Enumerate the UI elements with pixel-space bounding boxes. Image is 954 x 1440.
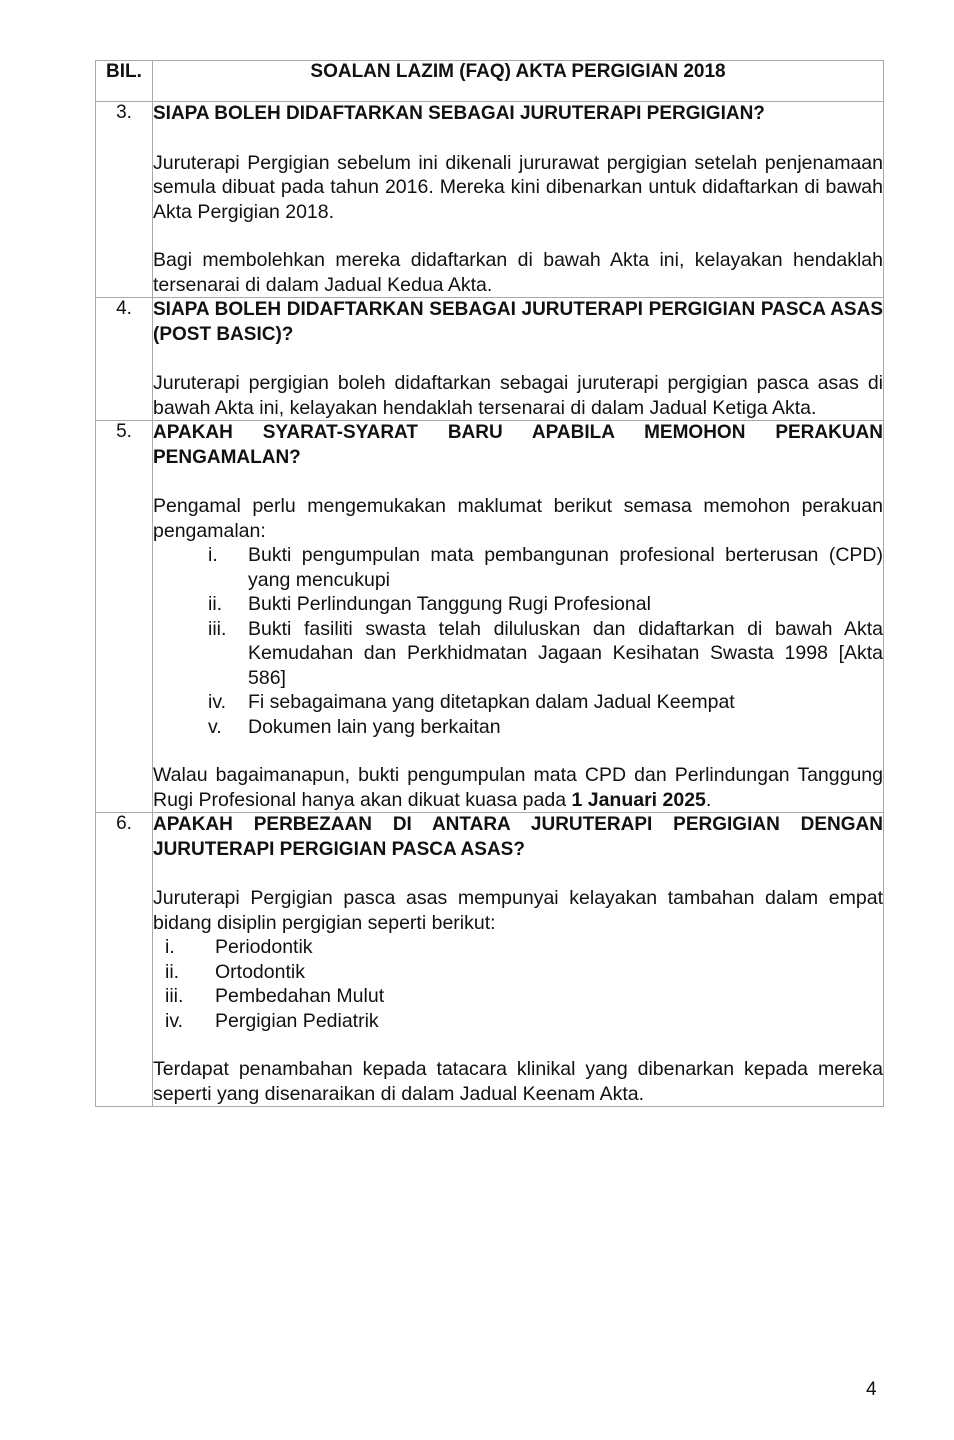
list-item: [153, 617, 883, 691]
list-numeral: iv.: [208, 691, 227, 713]
list-item: [153, 543, 883, 592]
outro-end: .: [705, 788, 712, 811]
faq-answer-cell: [153, 102, 884, 298]
faq-paragraph: Juruterapi Pergigian sebelum ini dikenali jururawat pergigian setelah penjenamaan semula dibuat pada tahun 2016. Mereka kini dibenarkan untuk didaftarkan di bawah Akta Pergigian 2018.: [153, 151, 883, 223]
faq-answer-cell: [153, 298, 884, 421]
faq-intro: Juruterapi Pergigian pasca asas mempunyai kelayakan tambahan dalam empat bidang disiplin pergigian seperti berikut:: [153, 887, 883, 934]
list-numeral: v.: [208, 715, 222, 738]
list-text: Bukti Perlindungan Tanggung Rugi Profesional: [248, 593, 651, 615]
list-numeral: i.: [208, 544, 218, 566]
faq-row-4: [96, 298, 884, 421]
list-numeral: iv.: [165, 1009, 184, 1032]
row-number: 4.: [96, 298, 153, 421]
faq-outro: [153, 763, 883, 812]
outro-text: Walau bagaimanapun, bukti pengumpulan mata CPD dan Perlindungan Tanggung Rugi Profesional hanya akan dikuat kuasa pada: [153, 764, 883, 811]
faq-table: [95, 60, 884, 1107]
list-item: [153, 960, 883, 985]
list-item: [153, 935, 883, 960]
faq-question: SIAPA BOLEH DIDAFTARKAN SEBAGAI JURUTERAPI PERGIGIAN PASCA ASAS (POST BASIC)?: [153, 299, 883, 345]
list-text: Pergigian Pediatrik: [215, 1009, 379, 1032]
list-text: Pembedahan Mulut: [215, 985, 385, 1007]
row-number: 6.: [96, 813, 153, 1107]
faq-intro: Pengamal perlu mengemukakan maklumat berikut semasa memohon perakuan pengamalan:: [153, 495, 883, 542]
list-item: [153, 1009, 883, 1034]
list-numeral: ii.: [165, 960, 180, 983]
list-numeral: iii.: [208, 617, 227, 640]
faq-outro: Terdapat penambahan kepada tatacara klinikal yang dibenarkan kepada mereka seperti yang disenaraikan di dalam Jadual Keenam Akta.: [153, 1058, 883, 1105]
row-number: 5.: [96, 421, 153, 813]
effective-date: 1 Januari 2025: [571, 788, 706, 811]
list-text: Dokumen lain yang berkaitan: [248, 715, 501, 738]
list-text: Bukti fasiliti swasta telah diluluskan dan didaftarkan di bawah Akta Kemudahan dan Perkhidmatan Jagaan Kesihatan Swasta 1998 [Akta 586]: [248, 617, 883, 689]
list-text: Bukti pengumpulan mata pembangunan profesional berterusan (CPD) yang mencukupi: [248, 544, 883, 591]
list-numeral: iii.: [165, 985, 184, 1007]
list-item: [153, 984, 883, 1009]
row-number: 3.: [96, 102, 153, 298]
faq-row-5: [96, 421, 884, 813]
requirements-list: [153, 543, 883, 739]
faq-paragraph: Juruterapi pergigian boleh didaftarkan sebagai juruterapi pergigian pasca asas di bawah Akta ini, kelayakan hendaklah tersenarai di dalam Jadual Ketiga Akta.: [153, 372, 883, 419]
list-text: Ortodontik: [215, 960, 305, 983]
faq-paragraph: Bagi membolehkan mereka didaftarkan di bawah Akta ini, kelayakan hendaklah tersenarai di dalam Jadual Kedua Akta.: [153, 249, 883, 296]
list-text: Periodontik: [215, 936, 313, 958]
faq-row-3: [96, 102, 884, 298]
page-number: 4: [866, 1379, 877, 1400]
faq-question: APAKAH PERBEZAAN DI ANTARA JURUTERAPI PERGIGIAN DENGAN JURUTERAPI PERGIGIAN PASCA ASAS?: [153, 814, 883, 860]
list-text: Fi sebagaimana yang ditetapkan dalam Jadual Keempat: [248, 691, 735, 713]
list-numeral: i.: [165, 936, 175, 958]
table-header-row: [96, 61, 884, 102]
faq-row-6: [96, 813, 884, 1107]
list-numeral: ii.: [208, 593, 223, 615]
list-item: [153, 715, 883, 740]
faq-question: SIAPA BOLEH DIDAFTARKAN SEBAGAI JURUTERAPI PERGIGIAN?: [153, 103, 765, 124]
header-bil: BIL.: [96, 61, 153, 102]
faq-question: APAKAH SYARAT-SYARAT BARU APABILA MEMOHON PERAKUAN PENGAMALAN?: [153, 422, 883, 468]
disciplines-list: [153, 935, 883, 1033]
list-item: [153, 690, 883, 715]
faq-answer-cell: [153, 813, 884, 1107]
list-item: [153, 592, 883, 617]
faq-answer-cell: [153, 421, 884, 813]
header-title: SOALAN LAZIM (FAQ) AKTA PERGIGIAN 2018: [153, 61, 884, 102]
